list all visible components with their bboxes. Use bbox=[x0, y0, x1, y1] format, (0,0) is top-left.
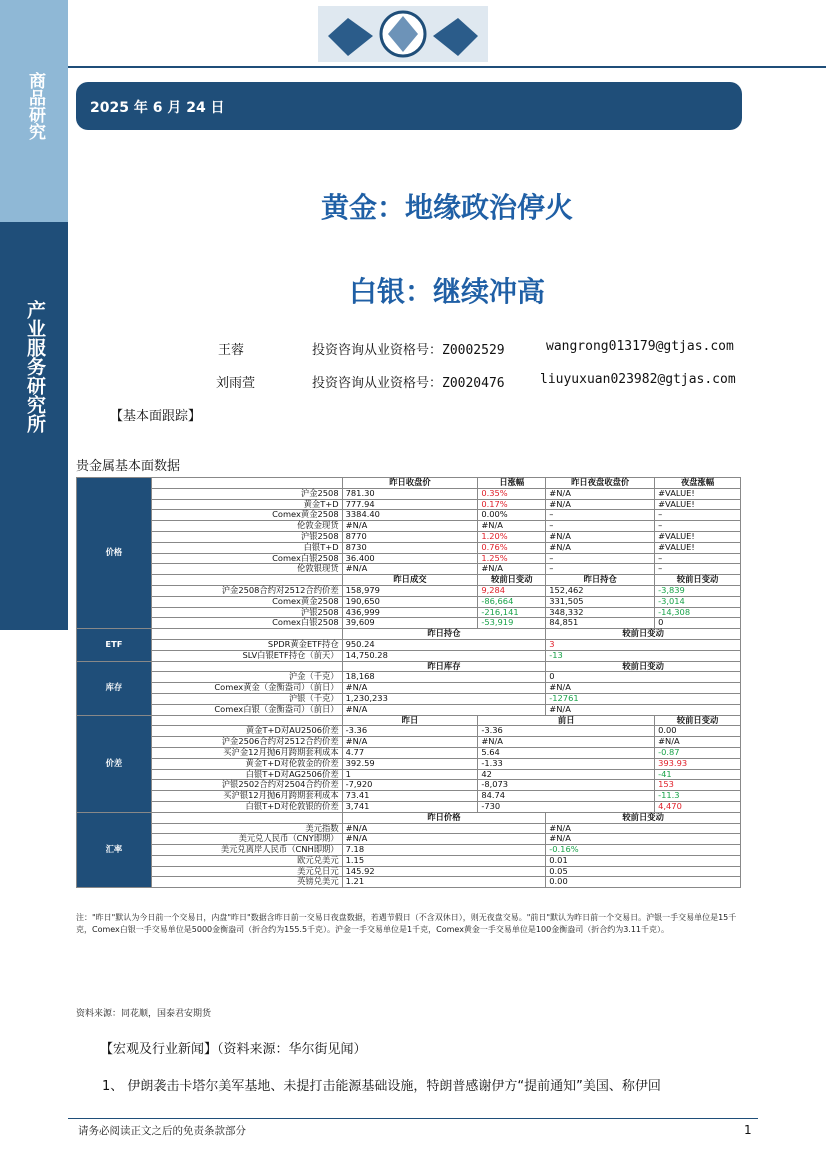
table-cell: 昨日持仓 bbox=[342, 629, 546, 640]
table-cell: 汇率 bbox=[77, 812, 152, 888]
table-row bbox=[77, 639, 741, 650]
table-cell: 393.93 bbox=[655, 758, 741, 769]
header-rule bbox=[68, 66, 826, 68]
table-row bbox=[77, 650, 741, 661]
section-heading: 【基本面跟踪】 bbox=[110, 409, 202, 424]
table-cell: #N/A bbox=[478, 521, 546, 532]
table-row bbox=[77, 866, 741, 877]
table-cell: 伦敦金现货 bbox=[151, 521, 342, 532]
table-cell: -1.33 bbox=[478, 758, 655, 769]
footer-rule bbox=[68, 1118, 758, 1119]
table-cell: -730 bbox=[478, 801, 655, 812]
table-cell: 美元兑日元 bbox=[151, 866, 342, 877]
table-cell: 777.94 bbox=[342, 499, 478, 510]
table-cell: 14,750.28 bbox=[342, 650, 546, 661]
report-date: 2025 年 6 月 24 日 bbox=[90, 100, 225, 116]
table-cell: 3384.40 bbox=[342, 510, 478, 521]
table-cell: -3.36 bbox=[342, 726, 478, 737]
table-cell: 73.41 bbox=[342, 791, 478, 802]
table-cell: 1 bbox=[342, 769, 478, 780]
table-cell: 沪银（千克） bbox=[151, 693, 342, 704]
table-row bbox=[77, 769, 741, 780]
table-cell: 4,470 bbox=[655, 801, 741, 812]
table-row bbox=[77, 510, 741, 521]
table-cell: 950.24 bbox=[342, 639, 546, 650]
table-cell: 黄金T+D对伦敦金的价差 bbox=[151, 758, 342, 769]
table-row bbox=[77, 564, 741, 575]
table-cell: 8730 bbox=[342, 542, 478, 553]
table-row bbox=[77, 845, 741, 856]
table-row bbox=[77, 683, 741, 694]
table-cell: 3 bbox=[546, 639, 741, 650]
table-cell: 伦敦银现货 bbox=[151, 564, 342, 575]
table-cell: 0.01 bbox=[546, 855, 741, 866]
table-cell: Comex黄金2508 bbox=[151, 510, 342, 521]
table-cell: #N/A bbox=[546, 499, 655, 510]
table-cell: 沪银2508 bbox=[151, 531, 342, 542]
table-cell: 0.17% bbox=[478, 499, 546, 510]
table-cell: 沪金2506合约对2512合约价差 bbox=[151, 737, 342, 748]
table-cell: 145.92 bbox=[342, 866, 546, 877]
table-cell: 0.00 bbox=[655, 726, 741, 737]
table-cell: 美元兑人民币（CNY即期） bbox=[151, 834, 342, 845]
table-cell: 39,609 bbox=[342, 618, 478, 629]
table-cell: #N/A bbox=[546, 531, 655, 542]
table-cell: 黄金T+D对AU2506价差 bbox=[151, 726, 342, 737]
diamond-logo-icon bbox=[318, 6, 488, 62]
author-cert: 投资咨询从业资格号：Z0002529 bbox=[312, 343, 505, 358]
table-cell: 较前日变动 bbox=[655, 575, 741, 586]
table-cell: 5.64 bbox=[478, 747, 655, 758]
table-cell bbox=[151, 812, 342, 823]
table-cell: 392.59 bbox=[342, 758, 478, 769]
table-cell bbox=[151, 715, 342, 726]
table-row bbox=[77, 791, 741, 802]
author-cert: 投资咨询从业资格号：Z0020476 bbox=[312, 376, 505, 391]
table-cell: 沪金2508合约对2512合约价差 bbox=[151, 585, 342, 596]
table-cell: -11.3 bbox=[655, 791, 741, 802]
table-cell: -0.87 bbox=[655, 747, 741, 758]
table-cell: 昨日价格 bbox=[342, 812, 546, 823]
table-cell: Comex白银（金衡盎司）（前日） bbox=[151, 704, 342, 715]
table-cell: #N/A bbox=[342, 564, 478, 575]
table-cell: – bbox=[546, 553, 655, 564]
table-cell: 日涨幅 bbox=[478, 478, 546, 489]
table-header-row bbox=[77, 575, 741, 586]
table-cell: #N/A bbox=[546, 834, 741, 845]
table-cell bbox=[151, 629, 342, 640]
table-cell: – bbox=[655, 564, 741, 575]
table-cell: 1,230,233 bbox=[342, 693, 546, 704]
table-cell: -86,664 bbox=[478, 596, 546, 607]
title-silver: 白银：继续冲高 bbox=[348, 275, 545, 308]
table-cell: #N/A bbox=[342, 834, 546, 845]
table-cell: #VALUE! bbox=[655, 488, 741, 499]
table-row bbox=[77, 499, 741, 510]
author-email[interactable]: liuyuxuan023982@gtjas.com bbox=[540, 372, 736, 387]
table-cell: #N/A bbox=[342, 704, 546, 715]
table-header-row bbox=[77, 715, 741, 726]
table-row bbox=[77, 780, 741, 791]
table-cell: 0.35% bbox=[478, 488, 546, 499]
table-cell: #N/A bbox=[546, 704, 741, 715]
table-row bbox=[77, 704, 741, 715]
table-cell: 7.18 bbox=[342, 845, 546, 856]
table-cell: 买沪银12月抛6月跨期套利成本 bbox=[151, 791, 342, 802]
table-cell: 昨日持仓 bbox=[546, 575, 655, 586]
table-cell: 白银T+D bbox=[151, 542, 342, 553]
table-cell: 152,462 bbox=[546, 585, 655, 596]
table-cell: 美元兑离岸人民币（CNH即期） bbox=[151, 845, 342, 856]
table-row bbox=[77, 834, 741, 845]
date-banner bbox=[76, 82, 742, 130]
table-cell: 1.20% bbox=[478, 531, 546, 542]
table-cell: 较前日变动 bbox=[546, 661, 741, 672]
table-cell: #N/A bbox=[342, 683, 546, 694]
table-cell: 昨日收盘价 bbox=[342, 478, 478, 489]
table-cell: 0.05 bbox=[546, 866, 741, 877]
table-cell: 190,650 bbox=[342, 596, 478, 607]
table-row bbox=[77, 855, 741, 866]
table-cell: – bbox=[655, 553, 741, 564]
table-cell: #VALUE! bbox=[655, 531, 741, 542]
table-cell: 前日 bbox=[478, 715, 655, 726]
table-header-row bbox=[77, 812, 741, 823]
table-note: 注："昨日"默认为今日前一个交易日，内盘"昨日"数据含昨日前一交易日夜盘数据，若遇节假日（不含双休日），则无夜盘交易。"前日"默认为昨日前一个交易日。沪银一手交易单位是15千克，Comex白银一手交易单位是5000金衡盎司（折合约为155.5千克）。沪金一手交易单位是1千克，Comex黄金一手交易单位是100金衡盎司（折合约为3.11千克）。 bbox=[76, 913, 737, 934]
table-cell: #N/A bbox=[478, 737, 655, 748]
author-email[interactable]: wangrong013179@gtjas.com bbox=[546, 339, 734, 354]
title-gold: 黄金：地缘政治停火 bbox=[320, 191, 573, 224]
table-row bbox=[77, 801, 741, 812]
table-cell bbox=[151, 661, 342, 672]
table-cell: -14,308 bbox=[655, 607, 741, 618]
sidebar-category: 商品研究 bbox=[25, 72, 45, 140]
table-cell: 0 bbox=[655, 618, 741, 629]
table-cell: 黄金T+D bbox=[151, 499, 342, 510]
news-item: 1、 伊朗袭击卡塔尔美军基地、未提打击能源基础设施，特朗普感谢伊方“提前通知”美国、称伊回 bbox=[102, 1079, 661, 1094]
table-row bbox=[77, 521, 741, 532]
table-cell: 4.77 bbox=[342, 747, 478, 758]
table-cell: 价差 bbox=[77, 715, 152, 812]
table-cell: #N/A bbox=[546, 488, 655, 499]
table-cell: -7,920 bbox=[342, 780, 478, 791]
table-cell: 较前日变动 bbox=[655, 715, 741, 726]
table-cell: 较前日变动 bbox=[478, 575, 546, 586]
table-cell: 1.25% bbox=[478, 553, 546, 564]
table-cell: 沪银2508 bbox=[151, 607, 342, 618]
table-cell: -12761 bbox=[546, 693, 741, 704]
table-cell: 欧元兑美元 bbox=[151, 855, 342, 866]
table-cell: #N/A bbox=[342, 823, 546, 834]
table-cell: 8770 bbox=[342, 531, 478, 542]
table-header-row bbox=[77, 629, 741, 640]
table-cell: #VALUE! bbox=[655, 499, 741, 510]
table-cell: 0.00% bbox=[478, 510, 546, 521]
table-cell: 买沪金12月抛6月跨期套利成本 bbox=[151, 747, 342, 758]
section-heading: 【宏观及行业新闻】（资料来源：华尔街见闻） bbox=[100, 1042, 367, 1057]
table-cell: 158,979 bbox=[342, 585, 478, 596]
table-cell: 沪金2508 bbox=[151, 488, 342, 499]
table-row bbox=[77, 726, 741, 737]
table-cell: 84,851 bbox=[546, 618, 655, 629]
table-cell: 84.74 bbox=[478, 791, 655, 802]
source-note: 资料来源：同花顺，国泰君安期货 bbox=[76, 1009, 212, 1019]
table-cell: #VALUE! bbox=[655, 542, 741, 553]
table-row bbox=[77, 596, 741, 607]
table-cell: -53,919 bbox=[478, 618, 546, 629]
table-cell: – bbox=[546, 510, 655, 521]
table-row bbox=[77, 877, 741, 888]
table-cell: 昨日 bbox=[342, 715, 478, 726]
table-cell bbox=[151, 575, 342, 586]
table-cell: 331,505 bbox=[546, 596, 655, 607]
table-cell: 沪金（千克） bbox=[151, 672, 342, 683]
table-cell: -3.36 bbox=[478, 726, 655, 737]
table-row bbox=[77, 747, 741, 758]
table-cell: 较前日变动 bbox=[546, 812, 741, 823]
table-cell: 153 bbox=[655, 780, 741, 791]
table-cell: 0 bbox=[546, 672, 741, 683]
table-cell: 白银T+D对AG2506价差 bbox=[151, 769, 342, 780]
table-cell: 0.00 bbox=[546, 877, 741, 888]
table-row bbox=[77, 758, 741, 769]
table-cell: SLV白银ETF持仓（前天） bbox=[151, 650, 342, 661]
table-cell: 夜盘涨幅 bbox=[655, 478, 741, 489]
table-cell: -3,014 bbox=[655, 596, 741, 607]
table-cell: Comex白银2508 bbox=[151, 618, 342, 629]
table-cell: #N/A bbox=[546, 823, 741, 834]
disclaimer-note: 请务必阅读正文之后的免责条款部分 bbox=[78, 1125, 246, 1137]
table-cell: 3,741 bbox=[342, 801, 478, 812]
table-cell: 美元指数 bbox=[151, 823, 342, 834]
table-cell: 36.400 bbox=[342, 553, 478, 564]
table-cell: 英镑兑美元 bbox=[151, 877, 342, 888]
table-cell: -216,141 bbox=[478, 607, 546, 618]
table-cell: #N/A bbox=[546, 542, 655, 553]
table-cell: 781.30 bbox=[342, 488, 478, 499]
table-cell: Comex黄金（金衡盎司）（前日） bbox=[151, 683, 342, 694]
author-name: 刘雨萱 bbox=[216, 376, 256, 391]
table-cell: -8,073 bbox=[478, 780, 655, 791]
table-cell: 沪银2502合约对2504合约价差 bbox=[151, 780, 342, 791]
table-row bbox=[77, 531, 741, 542]
table-cell: Comex白银2508 bbox=[151, 553, 342, 564]
table-cell: 0.76% bbox=[478, 542, 546, 553]
table-header-row bbox=[77, 478, 741, 489]
table-cell: 白银T+D对伦敦银的价差 bbox=[151, 801, 342, 812]
table-cell: – bbox=[655, 521, 741, 532]
page-number: 1 bbox=[744, 1123, 752, 1137]
table-row bbox=[77, 585, 741, 596]
table-cell: – bbox=[546, 521, 655, 532]
table-row bbox=[77, 488, 741, 499]
table-cell: -0.16% bbox=[546, 845, 741, 856]
table-cell: 18,168 bbox=[342, 672, 546, 683]
table-cell: #N/A bbox=[342, 737, 478, 748]
table-row bbox=[77, 553, 741, 564]
table-row bbox=[77, 672, 741, 683]
table-cell: 9,284 bbox=[478, 585, 546, 596]
table-cell: 1.21 bbox=[342, 877, 546, 888]
table-cell: SPDR黄金ETF持仓 bbox=[151, 639, 342, 650]
table-cell: 库存 bbox=[77, 661, 152, 715]
table-row bbox=[77, 618, 741, 629]
table-cell: 42 bbox=[478, 769, 655, 780]
table-cell: 1.15 bbox=[342, 855, 546, 866]
table-row bbox=[77, 693, 741, 704]
table-cell: -13 bbox=[546, 650, 741, 661]
table-cell: 昨日库存 bbox=[342, 661, 546, 672]
table-cell: 348,332 bbox=[546, 607, 655, 618]
table-cell: 436,999 bbox=[342, 607, 478, 618]
table-cell: 昨日夜盘收盘价 bbox=[546, 478, 655, 489]
table-row bbox=[77, 823, 741, 834]
table-cell: 较前日变动 bbox=[546, 629, 741, 640]
sidebar-department: 产业服务研究所 bbox=[24, 300, 46, 433]
table-caption: 贵金属基本面数据 bbox=[76, 459, 181, 474]
table-cell: ETF bbox=[77, 629, 152, 661]
table-cell: 昨日成交 bbox=[342, 575, 478, 586]
table-cell bbox=[151, 478, 342, 489]
table-cell: 价格 bbox=[77, 478, 152, 629]
table-cell: #N/A bbox=[655, 737, 741, 748]
table-cell: Comex黄金2508 bbox=[151, 596, 342, 607]
table-cell: – bbox=[546, 564, 655, 575]
table-cell: – bbox=[655, 510, 741, 521]
sidebar bbox=[0, 0, 68, 1169]
table-header-row bbox=[77, 661, 741, 672]
table-cell: #N/A bbox=[342, 521, 478, 532]
fundamentals-table bbox=[76, 477, 741, 888]
table-cell: -3,839 bbox=[655, 585, 741, 596]
table-row bbox=[77, 607, 741, 618]
table-row bbox=[77, 737, 741, 748]
author-name: 王蓉 bbox=[218, 343, 245, 358]
table-cell: #N/A bbox=[478, 564, 546, 575]
table-cell: #N/A bbox=[546, 683, 741, 694]
table-cell: -41 bbox=[655, 769, 741, 780]
table-row bbox=[77, 542, 741, 553]
